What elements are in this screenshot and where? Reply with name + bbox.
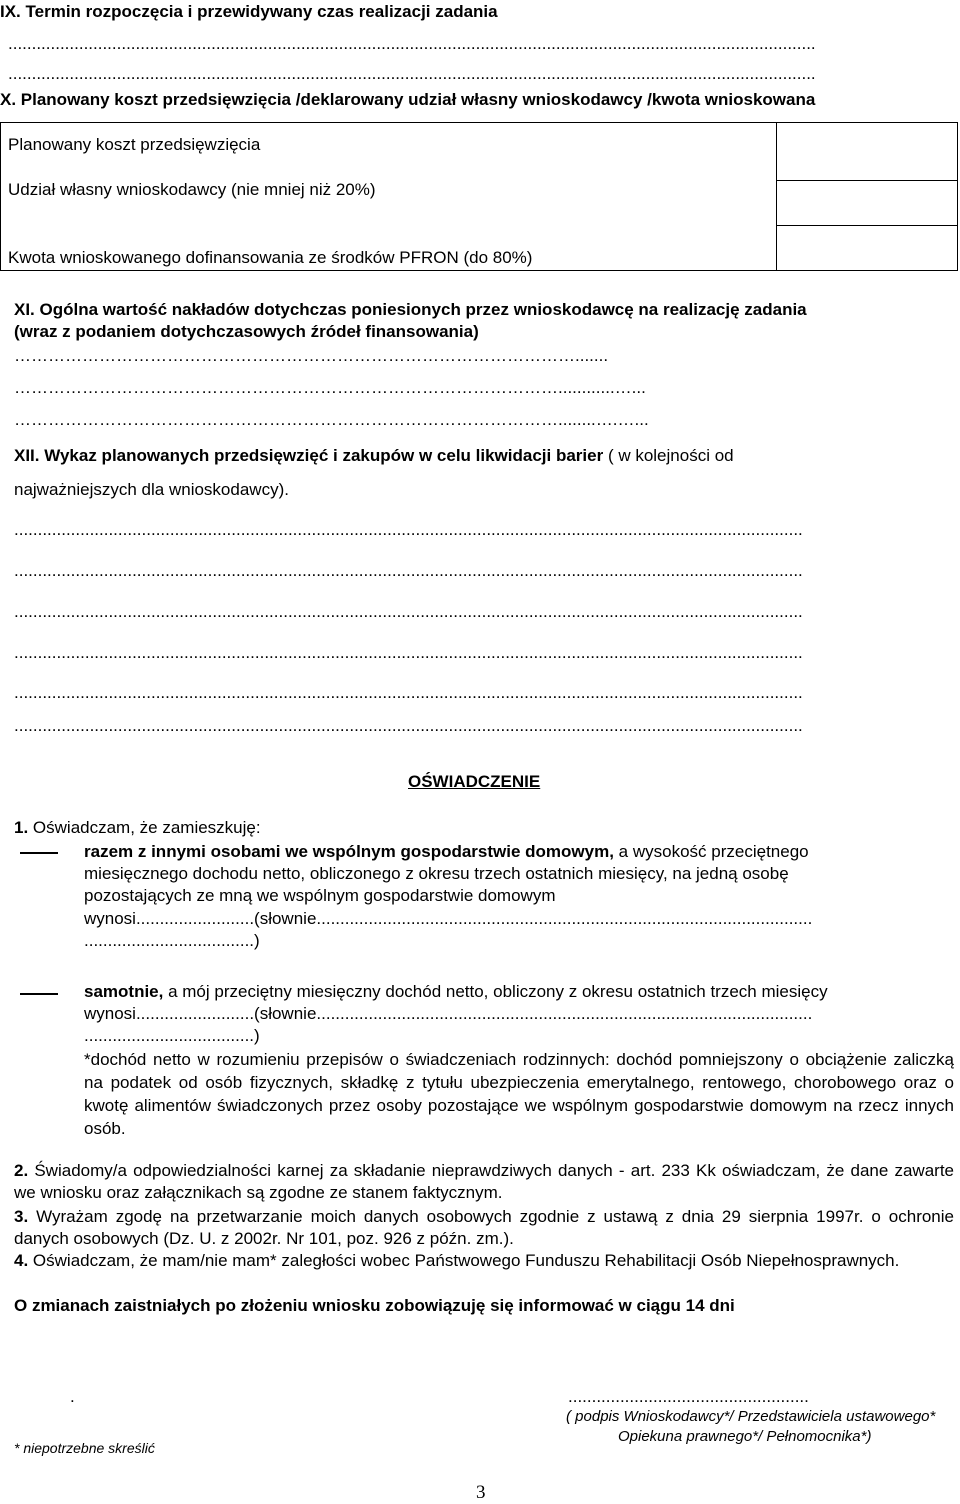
option-2-income-words-field[interactable]: ....................................) xyxy=(84,1026,260,1045)
statement-point-4 xyxy=(14,1250,954,1272)
option-2-rest: a mój przeciętny miesięczny dochód netto, obliczony z okresu ostatnich trzech miesięcy xyxy=(163,982,828,1001)
section-xi-title-line-2: (wraz z podaniem dotychczasowych źródeł finansowania) xyxy=(14,322,479,341)
option-2-income-field[interactable]: wynosi.........................(słownie......................................................................................................... xyxy=(84,1004,813,1023)
statement-heading: OŚWIADCZENIE xyxy=(408,772,541,791)
section-xii-dotted-line-2[interactable]: ....................................................................................................................................................................... xyxy=(14,561,803,580)
date-place-field[interactable]: . xyxy=(70,1387,75,1406)
planned-cost-value-field[interactable] xyxy=(778,124,956,179)
point-1-text: Oświadczam, że zamieszkuję: xyxy=(28,818,261,837)
option-2-line-1 xyxy=(84,982,828,1002)
cost-table-value-separator-1 xyxy=(776,180,958,181)
section-x-title: X. Planowany koszt przedsięwzięcia /deklarowany udział własny wnioskodawcy /kwota wnioskowana xyxy=(0,90,816,109)
signature-caption-line-1: ( podpis Wnioskodawcy*/ Przedstawiciela ustawowego* xyxy=(566,1408,936,1425)
section-xii-title-line-2: najważniejszych dla wnioskodawcy). xyxy=(14,480,289,499)
option-1-bold: razem z innymi osobami we wspólnym gospodarstwie domowym, xyxy=(84,842,614,861)
point-4-text: Oświadczam, że mam/nie mam* zaległości wobec Państwowego Funduszu Rehabilitacji Osób Niepełnosprawnych. xyxy=(28,1251,900,1270)
cost-row-label-planned: Planowany koszt przedsięwzięcia xyxy=(8,135,261,154)
section-xii-title xyxy=(14,446,734,466)
statement-point-2 xyxy=(14,1160,954,1204)
signature-caption-line-2: Opiekuna prawnego*/ Pełnomocnika*) xyxy=(618,1428,872,1445)
cost-table-right-border xyxy=(957,122,958,271)
section-xi-dotted-line-3[interactable]: ……………………………………………………………………………………........….…... xyxy=(14,410,649,429)
section-xii-dotted-line-3[interactable]: ....................................................................................................................................................................... xyxy=(14,602,803,621)
option-1-line-2: miesięcznego dochodu netto, obliczonego z okresu trzech ostatnich miesięcy, na jedną osobę xyxy=(84,864,789,883)
signature-field[interactable]: ................................................... xyxy=(568,1387,809,1406)
section-xii-dotted-line-6[interactable]: ....................................................................................................................................................................... xyxy=(14,716,803,735)
option-1-income-field[interactable]: wynosi.........................(słownie......................................................................................................... xyxy=(84,909,813,928)
cost-row-label-requested: Kwota wnioskowanego dofinansowania ze środków PFRON (do 80%) xyxy=(8,248,533,267)
cost-row-label-own-share: Udział własny wnioskodawcy (nie mniej niż 20%) xyxy=(8,180,376,199)
section-xi-dotted-line-2[interactable]: ……………………………………………………………………………………............…... xyxy=(14,378,646,397)
option-1-rest: a wysokość przeciętnego xyxy=(613,842,809,861)
point-3-text: Wyrażam zgodę na przetwarzanie moich danych osobowych zgodnie z ustawą z dnia 29 sierpnia 1997r. o ochronie danych osobowych (Dz. U. z 2002r. Nr 101, poz. 926 z późn. zm.). xyxy=(14,1207,954,1248)
point-4-number: 4. xyxy=(14,1251,29,1270)
requested-amount-value-field[interactable] xyxy=(778,227,956,269)
section-xi-dotted-line-1[interactable]: ………………………………………………………………………………………....... xyxy=(14,346,609,365)
option-1-line-3: pozostających ze mną we wspólnym gospodarstwie domowym xyxy=(84,886,556,905)
page-number: 3 xyxy=(476,1482,486,1503)
section-xii-dotted-line-4[interactable]: ....................................................................................................................................................................... xyxy=(14,643,803,662)
cost-table-divider xyxy=(776,122,777,271)
section-xi-title-line-1: XI. Ogólna wartość nakładów dotychczas poniesionych przez wnioskodawcę na realizację zadania xyxy=(14,300,807,319)
statement-point-1 xyxy=(14,818,261,838)
section-xii-title-bold: XII. Wykaz planowanych przedsięwzięć i zakupów w celu likwidacji barier xyxy=(14,446,604,465)
section-ix-dotted-line-2[interactable]: ........................................................................................................................................................................... xyxy=(8,64,816,83)
cost-table-left-border xyxy=(0,122,1,271)
point-1-number: 1. xyxy=(14,818,29,837)
point-2-text: Świadomy/a odpowiedzialności karnej za składanie nieprawdziwych danych - art. 233 Kk oświadczam, że dane zawarte we wniosku oraz załącznikach są zgodne ze stanem faktycznym. xyxy=(14,1161,954,1202)
point-2-number: 2. xyxy=(14,1161,29,1180)
option-2-dash-marker xyxy=(20,993,58,995)
section-xii-dotted-line-5[interactable]: ....................................................................................................................................................................... xyxy=(14,683,803,702)
statement-point-3 xyxy=(14,1206,954,1250)
option-1-line-1 xyxy=(84,842,809,862)
option-1-income-words-field[interactable]: ....................................) xyxy=(84,931,260,950)
income-definition-note: *dochód netto w rozumieniu przepisów o świadczeniach rodzinnych: dochód pomniejszony o obciążenie zaliczką na podatek od osób fizycznych, składkę z tytułu ubezpieczenia emerytalnego, rentowego, chorobowego oraz o kwotę alimentów świadczonych przez osoby pozostające we wspólnym gospodarstwie domowym na rzecz innych osób. xyxy=(84,1050,954,1138)
section-xii-title-rest: ( w kolejności od xyxy=(603,446,734,465)
footnote-strike-unneeded: * niepotrzebne skreślić xyxy=(14,1440,155,1456)
section-ix-title: IX. Termin rozpoczęcia i przewidywany czas realizacji zadania xyxy=(0,2,498,21)
cost-table-value-separator-2 xyxy=(776,225,958,226)
section-ix-dotted-line-1[interactable]: ........................................................................................................................................................................... xyxy=(8,34,816,53)
section-xii-dotted-line-1[interactable]: ....................................................................................................................................................................... xyxy=(14,520,803,539)
option-1-dash-marker xyxy=(20,852,58,854)
option-2-bold: samotnie, xyxy=(84,982,164,1001)
point-3-number: 3. xyxy=(14,1207,29,1226)
closing-commitment: O zmianach zaistniałych po złożeniu wniosku zobowiązuję się informować w ciągu 14 dni xyxy=(14,1296,735,1315)
own-share-value-field[interactable] xyxy=(778,182,956,224)
cost-table-top-border xyxy=(0,122,958,123)
cost-table-bottom-border xyxy=(0,270,958,271)
